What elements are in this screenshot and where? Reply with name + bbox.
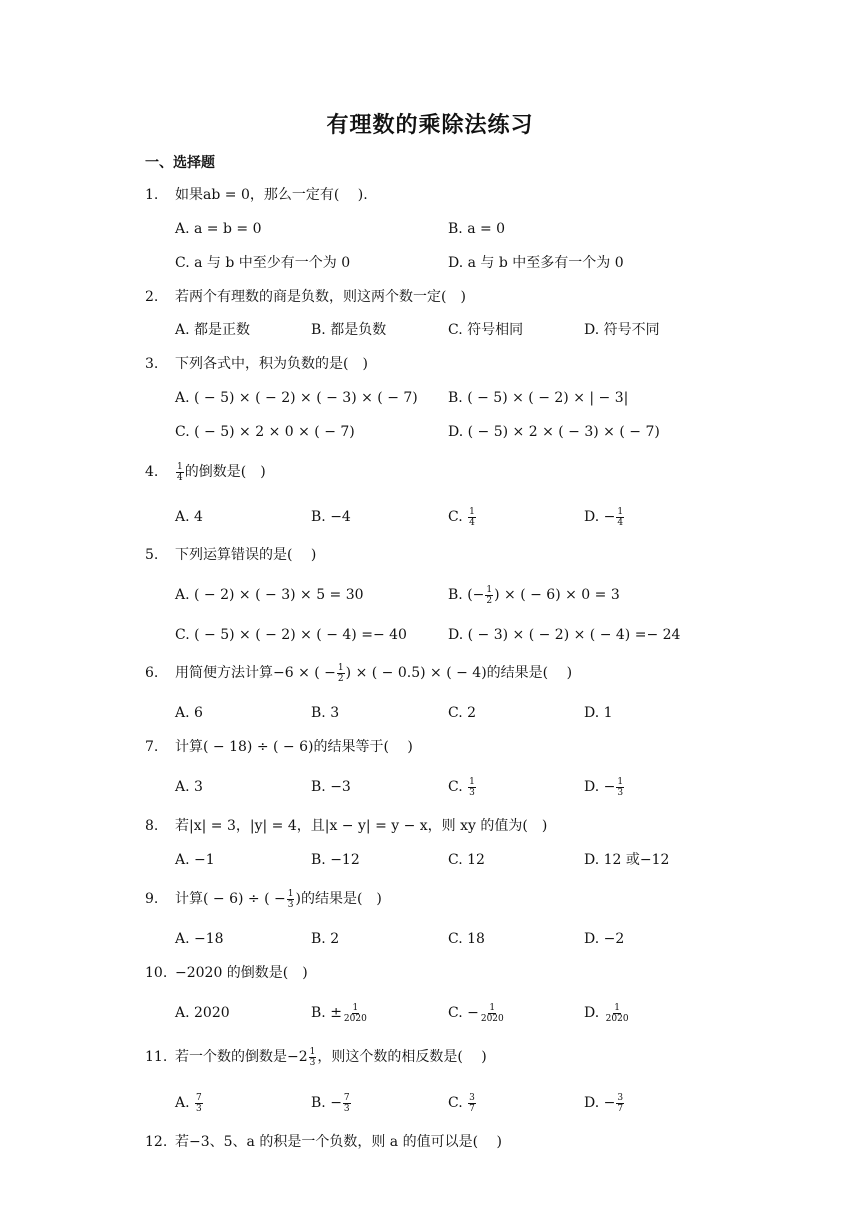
question-stem-tail: ，则这个数的相反数是( ) xyxy=(317,1049,487,1065)
question-number: 12. xyxy=(145,1134,168,1150)
option-b: B. −3 xyxy=(311,779,351,795)
option-label: B. (− xyxy=(448,587,485,603)
question-stem: 若|x| = 3，|y| = 4，且|x − y| = y − x，则 xy 的值为( ) xyxy=(175,818,548,834)
numerator: 1 xyxy=(486,584,493,595)
question-stem: 若−3、5、a 的积是一个负数，则 a 的值可以是( ) xyxy=(175,1134,502,1150)
option-a: A. −1 xyxy=(175,852,215,868)
fraction xyxy=(616,507,624,528)
question-stem: 若两个有理数的商是负数，则这两个数一定( ) xyxy=(175,289,466,305)
option-label: B. − xyxy=(311,1095,342,1111)
section-heading: 一、选择题 xyxy=(145,155,215,171)
fraction xyxy=(309,1047,317,1068)
numerator: 1 xyxy=(617,776,624,787)
option-label: D. − xyxy=(584,1095,616,1111)
numerator: 1 xyxy=(287,888,294,899)
denominator: 2020 xyxy=(480,1013,504,1024)
option-c: C. 2 xyxy=(448,705,477,721)
fraction xyxy=(616,1093,624,1114)
option-d: D. 符号不同 xyxy=(584,322,660,338)
option-c xyxy=(448,1002,506,1024)
question-number: 8. xyxy=(145,818,159,834)
option-d: D. ( − 3) × ( − 2) × ( − 4) =− 24 xyxy=(448,627,681,643)
option-b: B. −4 xyxy=(311,509,351,525)
denominator: 2 xyxy=(337,673,344,684)
denominator: 4 xyxy=(469,517,475,528)
option-c xyxy=(448,506,477,528)
option-b: B. 2 xyxy=(311,931,340,947)
option-a: A. 都是正数 xyxy=(175,322,251,338)
option-label: D. − xyxy=(584,509,616,525)
option-a: A. ( − 2) × ( − 3) × 5 = 30 xyxy=(175,587,364,603)
question-stem: 下列运算错误的是( ) xyxy=(175,547,317,563)
option-label: D. − xyxy=(584,779,616,795)
denominator: 4 xyxy=(177,472,183,483)
option-label: D. xyxy=(584,1005,604,1021)
numerator: 1 xyxy=(337,662,344,673)
page-title: 有理数的乘除法练习 xyxy=(326,113,534,138)
option-c: C. 18 xyxy=(448,931,485,947)
denominator: 4 xyxy=(617,517,624,528)
question-number: 7. xyxy=(145,739,159,755)
fraction xyxy=(468,1093,476,1114)
question-12 xyxy=(145,1131,845,1153)
question-stem: 若一个数的倒数是−2 xyxy=(175,1049,308,1065)
option-d: D. ( − 5) × 2 × ( − 3) × ( − 7) xyxy=(448,424,660,440)
question-number: 3. xyxy=(145,356,159,372)
numerator: 1 xyxy=(617,506,624,517)
question-number: 2. xyxy=(145,289,159,305)
option-a: A. 6 xyxy=(175,705,203,721)
option-label: C. xyxy=(448,1095,468,1111)
question-stem: −2020 的倒数是( ) xyxy=(175,965,308,981)
fraction xyxy=(605,1003,630,1024)
numerator: 7 xyxy=(343,1092,350,1103)
denominator: 3 xyxy=(343,1103,350,1114)
fraction xyxy=(343,1093,351,1114)
option-a: A. 2020 xyxy=(175,1005,230,1021)
denominator: 7 xyxy=(617,1103,624,1114)
option-a: A. 4 xyxy=(175,509,203,525)
option-c: C. ( − 5) × ( − 2) × ( − 4) =− 40 xyxy=(175,627,407,643)
question-1 xyxy=(145,184,845,206)
option-b xyxy=(311,1002,369,1024)
option-c: C. 符号相同 xyxy=(448,322,524,338)
question-number: 1. xyxy=(145,187,159,203)
denominator: 2 xyxy=(486,595,493,606)
denominator: 3 xyxy=(469,787,475,798)
numerator: 1 xyxy=(309,1046,316,1057)
denominator: 2020 xyxy=(605,1013,629,1024)
numerator: 1 xyxy=(352,1002,359,1013)
question-stem: 的倒数是( ) xyxy=(184,464,266,480)
question-number: 9. xyxy=(145,891,159,907)
option-c: C. 12 xyxy=(448,852,485,868)
option-label: B. ± xyxy=(311,1005,342,1021)
question-stem: 计算( − 18) ÷ ( − 6)的结果等于( ) xyxy=(175,739,413,755)
denominator: 3 xyxy=(309,1057,316,1068)
question-9 xyxy=(145,888,845,910)
question-4 xyxy=(145,461,845,483)
question-stem-tail: ) × ( − 0.5) × ( − 4)的结果是( ) xyxy=(345,665,573,681)
question-2 xyxy=(145,286,845,308)
question-number: 6. xyxy=(145,665,159,681)
denominator: 3 xyxy=(287,899,294,910)
option-b: B. 都是负数 xyxy=(311,322,387,338)
fraction xyxy=(337,663,345,684)
option-b: B. ( − 5) × ( − 2) × | − 3| xyxy=(448,390,629,406)
numerator: 1 xyxy=(469,776,475,787)
option-label: C. xyxy=(448,779,468,795)
numerator: 3 xyxy=(469,1092,475,1103)
question-5 xyxy=(145,544,845,566)
question-3 xyxy=(145,353,845,375)
question-stem-tail: )的结果是( ) xyxy=(295,891,382,907)
option-d: D. a 与 b 中至多有一个为 0 xyxy=(448,255,624,271)
fraction xyxy=(616,777,624,798)
denominator: 2020 xyxy=(343,1013,367,1024)
question-stem: 用简便方法计算−6 × ( − xyxy=(175,665,336,681)
option-b: B. −12 xyxy=(311,852,360,868)
denominator: 7 xyxy=(469,1103,475,1114)
option-a: A. a = b = 0 xyxy=(175,221,262,237)
option-a: A. ( − 5) × ( − 2) × ( − 3) × ( − 7) xyxy=(175,390,418,406)
fraction xyxy=(195,1093,203,1114)
option-d xyxy=(584,776,625,798)
numerator: 1 xyxy=(614,1002,620,1013)
option-a: A. 3 xyxy=(175,779,203,795)
question-stem: 计算( − 6) ÷ ( − xyxy=(175,891,286,907)
fraction xyxy=(287,889,295,910)
question-8 xyxy=(145,815,845,837)
option-b xyxy=(311,1092,352,1114)
option-text: ) × ( − 6) × 0 = 3 xyxy=(494,587,620,603)
denominator: 3 xyxy=(196,1103,202,1114)
fraction xyxy=(176,462,184,483)
option-b: B. a = 0 xyxy=(448,221,506,237)
option-d: D. 12 或−12 xyxy=(584,852,670,868)
option-c xyxy=(448,1092,477,1114)
option-d: D. −2 xyxy=(584,931,625,947)
option-c: C. ( − 5) × 2 × 0 × ( − 7) xyxy=(175,424,355,440)
question-stem: 如果ab = 0，那么一定有( ). xyxy=(175,187,368,203)
question-number: 10. xyxy=(145,965,168,981)
question-stem: 下列各式中，积为负数的是( ) xyxy=(175,356,368,372)
option-label: A. xyxy=(175,1095,195,1111)
option-a: A. −18 xyxy=(175,931,224,947)
denominator: 3 xyxy=(617,787,624,798)
question-6 xyxy=(145,662,845,684)
fraction xyxy=(468,777,476,798)
option-c xyxy=(448,776,477,798)
question-number: 5. xyxy=(145,547,159,563)
option-d xyxy=(584,506,625,528)
question-7 xyxy=(145,736,845,758)
question-11 xyxy=(145,1046,845,1068)
numerator: 1 xyxy=(469,506,475,517)
numerator: 7 xyxy=(196,1092,202,1103)
option-label: C. − xyxy=(448,1005,479,1021)
numerator: 1 xyxy=(177,461,183,472)
option-c: C. a 与 b 中至少有一个为 0 xyxy=(175,255,351,271)
option-label: C. xyxy=(448,509,468,525)
option-b: B. 3 xyxy=(311,705,340,721)
fraction xyxy=(468,507,476,528)
option-d xyxy=(584,1002,631,1024)
question-number: 4. xyxy=(145,464,159,480)
option-d xyxy=(584,1092,625,1114)
numerator: 3 xyxy=(617,1092,624,1103)
question-number: 11. xyxy=(145,1049,168,1065)
fraction xyxy=(480,1003,505,1024)
fraction xyxy=(343,1003,368,1024)
fraction xyxy=(485,585,493,606)
option-d: D. 1 xyxy=(584,705,613,721)
numerator: 1 xyxy=(489,1002,496,1013)
option-a xyxy=(175,1092,204,1114)
option-b xyxy=(448,584,620,606)
question-10 xyxy=(145,962,845,984)
